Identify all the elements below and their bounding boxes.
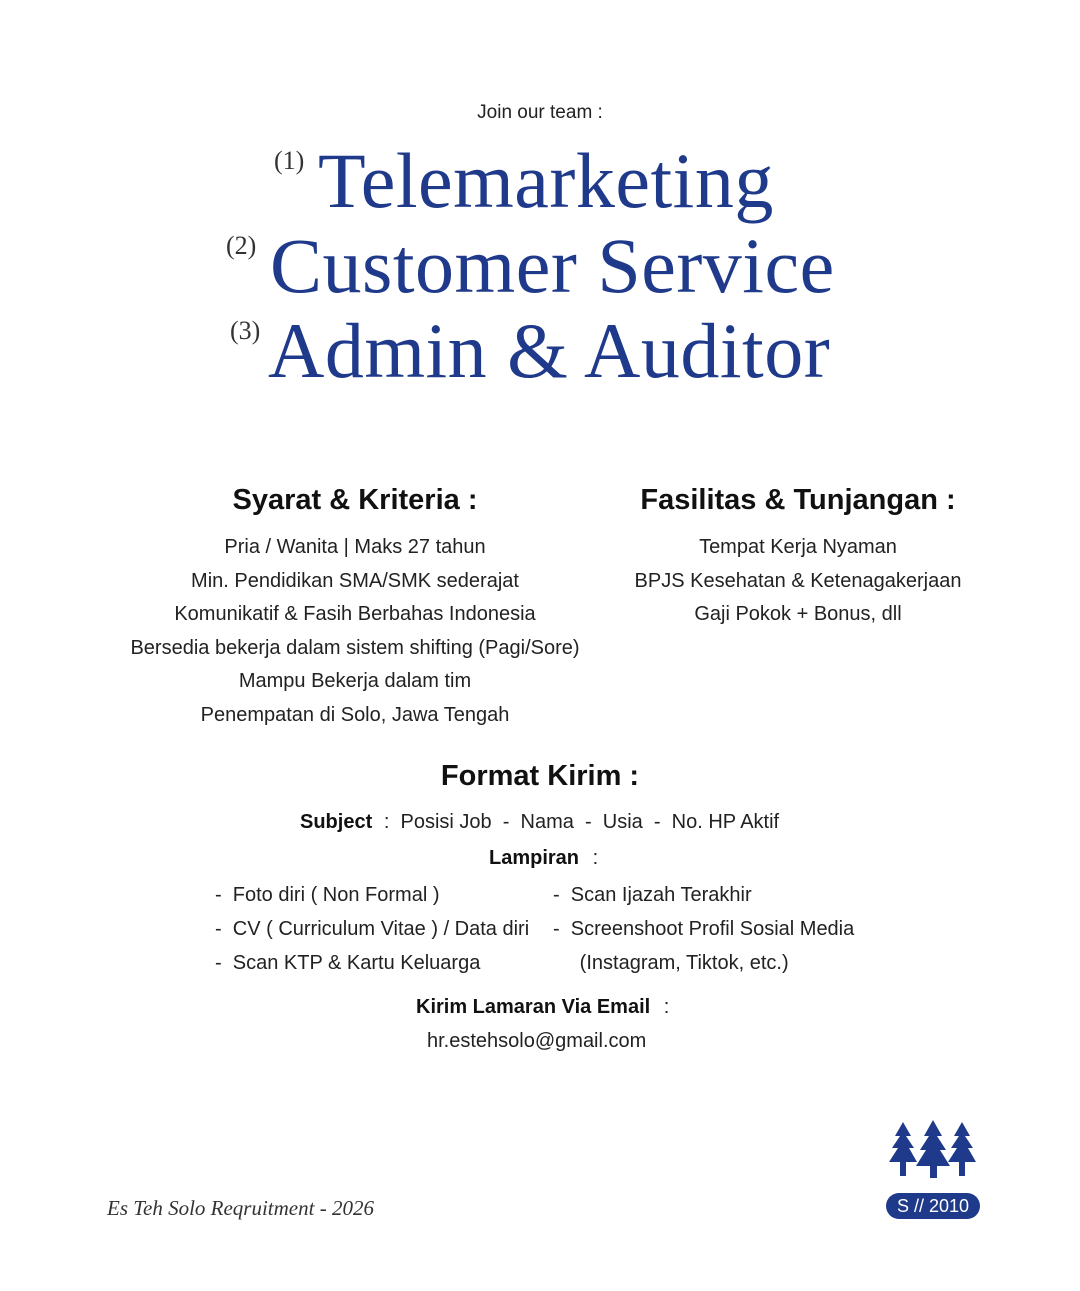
- attachment-item: - Screenshoot Profil Sosial Media: [553, 918, 855, 940]
- requirement-item: Mampu Bekerja dalam tim: [238, 670, 472, 693]
- email-label: Kirim Lamaran Via Email: [416, 996, 651, 1018]
- requirements-list: [105, 531, 605, 733]
- attachments-left-list: [215, 878, 529, 980]
- benefit-item: BPJS Kesehatan & Ketenagakerjaan: [634, 569, 962, 592]
- email-colon: :: [663, 996, 670, 1018]
- requirement-item: Pria / Wanita | Maks 27 tahun: [224, 536, 486, 558]
- attachment-item: (Instagram, Tiktok, etc.): [563, 952, 789, 974]
- position-title: Customer Service: [270, 222, 835, 309]
- intro-text: Join our team :: [477, 102, 603, 123]
- requirement-item: Bersedia bekerja dalam sistem shifting (Pagi/Sore): [130, 636, 580, 659]
- subject-row: [300, 811, 779, 834]
- attachment-label: Lampiran: [489, 847, 580, 869]
- position-title: Telemarketing: [318, 137, 774, 224]
- requirement-item: Min. Pendidikan SMA/SMK sederajat: [191, 569, 519, 592]
- logo-badge: S // 2010: [886, 1193, 980, 1219]
- benefits-list: [598, 531, 998, 632]
- benefit-item: Tempat Kerja Nyaman: [699, 536, 897, 558]
- position-number: (1): [274, 146, 305, 175]
- benefits-heading: Fasilitas & Tunjangan :: [640, 484, 956, 516]
- attachment-item: - Scan Ijazah Terakhir: [553, 884, 752, 906]
- position-number: (2): [226, 231, 257, 260]
- email-label-row: [416, 996, 669, 1019]
- attachment-colon: :: [592, 847, 599, 869]
- requirements-heading: Syarat & Kriteria :: [232, 484, 478, 516]
- attachment-row: [489, 847, 598, 870]
- footer-text: Es Teh Solo Reqruitment - 2026: [107, 1196, 374, 1220]
- attachment-item: - Scan KTP & Kartu Keluarga: [215, 952, 481, 974]
- attachments-right-list: [553, 878, 854, 980]
- three-trees-logo-icon: [886, 1120, 980, 1182]
- format-heading: Format Kirim :: [440, 760, 640, 792]
- subject-label: Subject: [300, 811, 373, 833]
- email-address[interactable]: hr.estehsolo@gmail.com: [427, 1030, 647, 1052]
- subject-value: : Posisi Job - Nama - Usia - No. HP Aktif: [383, 811, 780, 833]
- requirement-item: Komunikatif & Fasih Berbahas Indonesia: [174, 603, 536, 626]
- attachment-item: - CV ( Curriculum Vitae ) / Data diri: [215, 918, 530, 940]
- position-number: (3): [230, 316, 261, 345]
- requirement-item: Penempatan di Solo, Jawa Tengah: [200, 703, 510, 726]
- attachment-item: - Foto diri ( Non Formal ): [215, 884, 440, 906]
- position-title: Admin & Auditor: [268, 307, 831, 394]
- benefit-item: Gaji Pokok + Bonus, dll: [694, 603, 902, 626]
